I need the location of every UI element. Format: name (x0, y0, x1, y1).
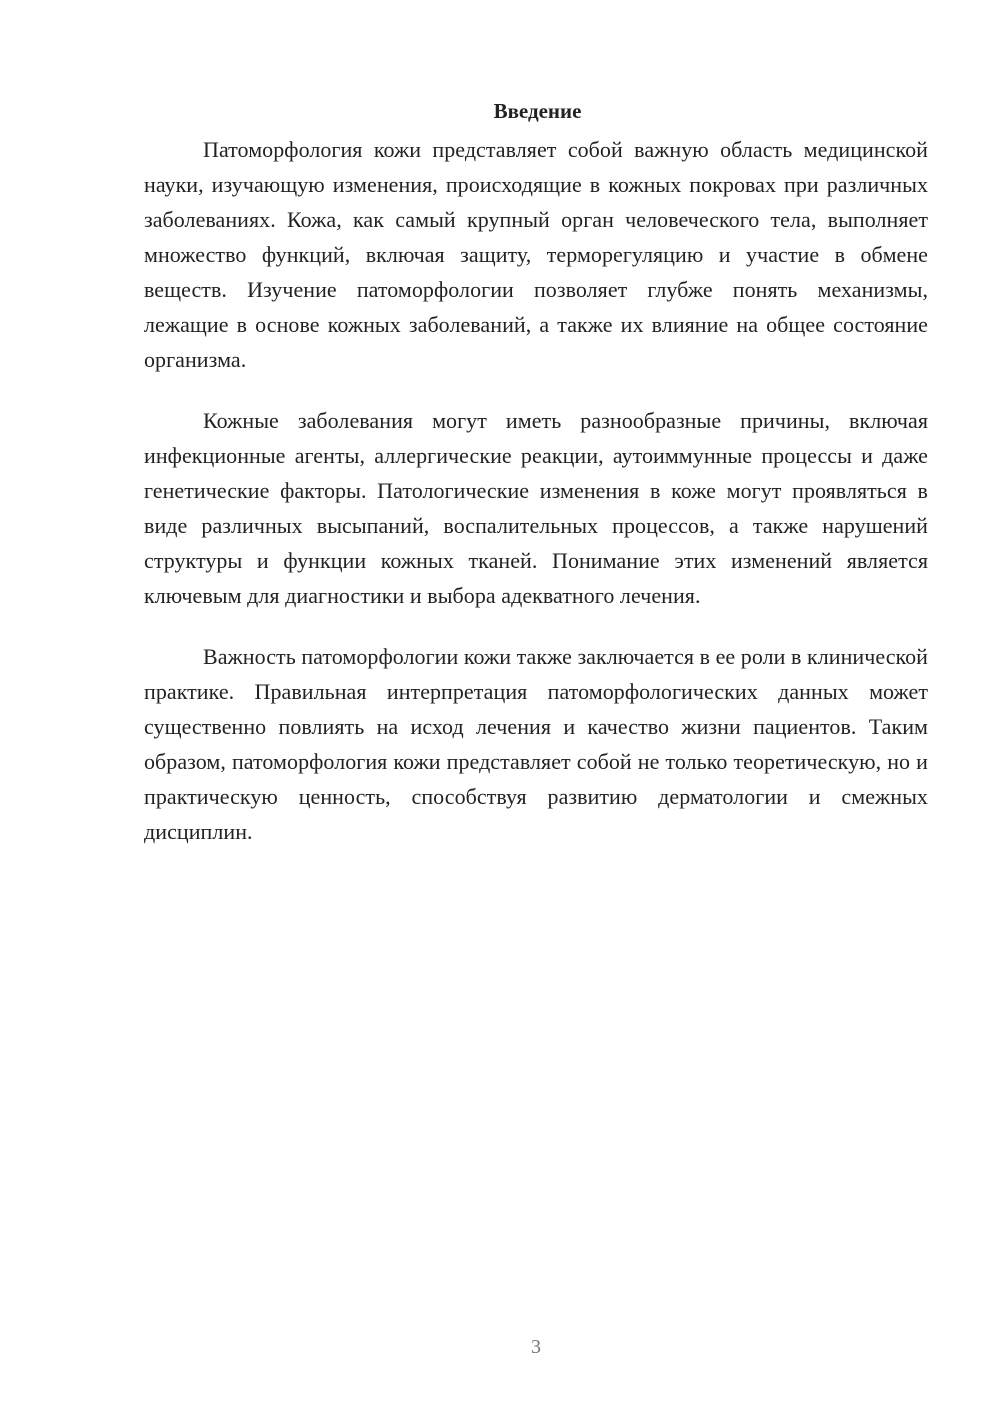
paragraph-1: Патоморфология кожи представляет собой важную область медицинской науки, изучающую изменения, происходящие в кожных покровах при различных заболеваниях. Кожа, как самый крупный орган человеческого тела, выполняет множество функций, включая защиту, терморегуляцию и участие в обмене веществ. Изучение патоморфологии позволяет глубже понять механизмы, лежащие в основе кожных заболеваний, а также их влияние на общее состояние организма. (144, 137, 928, 372)
paragraph-2: Кожные заболевания могут иметь разнообразные причины, включая инфекционные агенты, аллергические реакции, аутоиммунные процессы и даже генетические факторы. Патологические изменения в коже могут проявляться в виде различных высыпаний, воспалительных процессов, а также нарушений структуры и функции кожных тканей. Понимание этих изменений является ключевым для диагностики и выбора адекватного лечения. (144, 408, 928, 608)
page-content (144, 96, 928, 875)
section-heading: Введение (493, 99, 582, 123)
page-number: 3 (531, 1336, 541, 1358)
paragraph-3: Важность патоморфологии кожи также заключается в ее роли в клинической практике. Правильная интерпретация патоморфологических данных может существенно повлиять на исход лечения и качество жизни пациентов. Таким образом, патоморфология кожи представляет собой не только теоретическую, но и практическую ценность, способствуя развитию дерматологии и смежных дисциплин. (144, 644, 929, 844)
